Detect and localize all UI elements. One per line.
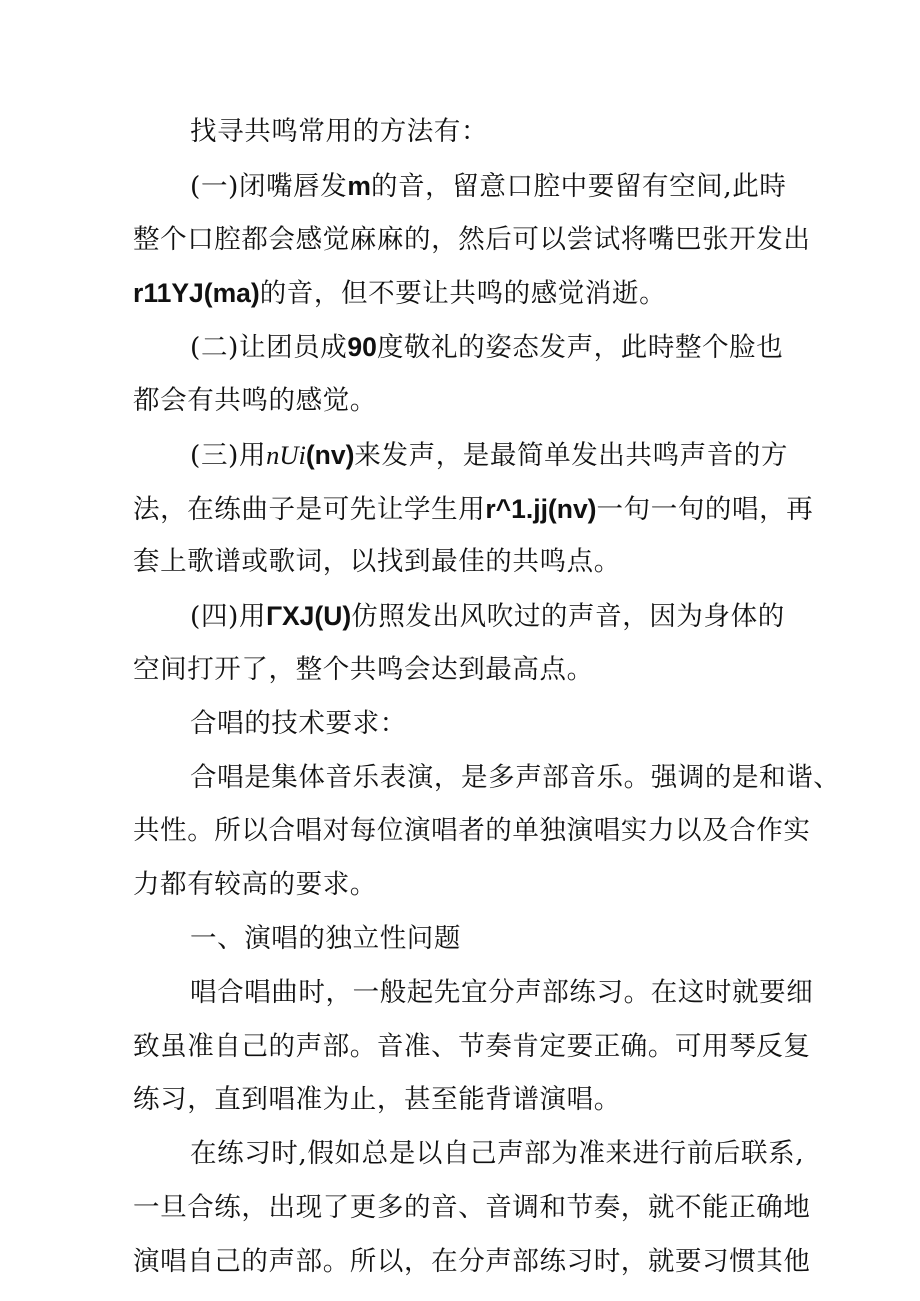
text-line (190, 973, 813, 1013)
inline-latin-text: 90 (347, 332, 377, 362)
inline-latin-text: ΓXJ(U) (266, 601, 352, 631)
inline-latin-text: m (347, 171, 371, 201)
text-segment: 都会有共鸣的感觉。 (133, 385, 377, 416)
text-segment: 共性。所以合唱对每位演唱者的单独演唱实力以及合作实 (133, 815, 811, 846)
text-line (133, 489, 813, 529)
text-segment: 的音，留意口腔中要留有空间,此時 (370, 171, 787, 202)
text-segment: 力都有较高的要求。 (133, 869, 377, 900)
text-segment: 仿照发出风吹过的声音，因为身体的 (351, 601, 785, 632)
text-line (133, 220, 811, 260)
text-line (190, 327, 783, 367)
text-line (190, 112, 488, 152)
text-line (133, 1080, 621, 1120)
text-segment: 演唱自己的声部。所以，在分声部练习时，就要习惯其他 (133, 1246, 811, 1277)
text-segment: 一、演唱的独立性问题 (190, 923, 461, 954)
text-line (133, 1242, 811, 1282)
text-line (190, 919, 461, 959)
text-line (133, 650, 594, 690)
text-segment: (四)用 (190, 601, 267, 632)
inline-latin-text: r11YJ(ma) (133, 278, 260, 308)
text-segment: 致虽准自己的声部。音准、节奏肯定要正确。可用琴反复 (133, 1031, 811, 1062)
text-segment: 练习，直到唱准为止，甚至能背谱演唱。 (133, 1084, 621, 1115)
text-line (133, 1188, 811, 1228)
text-segment: 合唱是集体音乐表演，是多声部音乐。强调的是和谐、 (190, 762, 841, 793)
text-segment: 空间打开了，整个共鸣会达到最高点。 (133, 654, 594, 685)
inline-latin-text: r^1.jj(nv) (485, 494, 597, 524)
text-line (133, 381, 377, 421)
text-segment: 找寻共鸣常用的方法有： (190, 116, 489, 147)
text-line (190, 758, 840, 798)
inline-latin-text: (nv) (305, 440, 355, 470)
text-segment: 唱合唱曲时，一般起先宜分声部练习。在这时就要细 (190, 977, 814, 1008)
inline-latin-text: nUi (266, 440, 306, 470)
text-line (190, 166, 787, 206)
text-segment: 来发声，是最简单发出共鸣声音的方 (354, 440, 789, 471)
text-segment: 整个口腔都会感觉麻麻的，然后可以尝试将嘴巴张开发出 (133, 224, 811, 255)
text-segment: 在练习时,假如总是以自己声部为准来进行前后联系, (190, 1138, 805, 1169)
text-segment: 一旦合练，出现了更多的音、音调和节奏，就不能正确地 (133, 1192, 811, 1223)
text-segment: 法，在练曲子是可先让学生用 (133, 494, 486, 525)
text-line (133, 273, 666, 313)
text-line (133, 811, 811, 851)
text-line (190, 435, 788, 475)
text-line (133, 542, 621, 582)
text-line (133, 865, 377, 905)
text-segment: 合唱的技术要求： (190, 708, 407, 739)
text-segment: 套上歌谱或歌词，以找到最佳的共鸣点。 (133, 546, 621, 577)
text-line (190, 596, 785, 636)
text-segment: (二)让团员成 (190, 332, 348, 363)
text-segment: (一)闭嘴唇发 (190, 171, 348, 202)
text-segment: 一句一句的唱，再 (596, 494, 814, 525)
text-line (133, 1027, 811, 1067)
text-line (190, 704, 407, 744)
text-segment: 度敬礼的姿态发声，此時整个脸也 (376, 332, 784, 363)
text-segment: (三)用 (190, 440, 267, 471)
text-line (190, 1134, 804, 1174)
text-segment: 的音，但不要让共鸣的感觉消逝。 (259, 278, 667, 309)
